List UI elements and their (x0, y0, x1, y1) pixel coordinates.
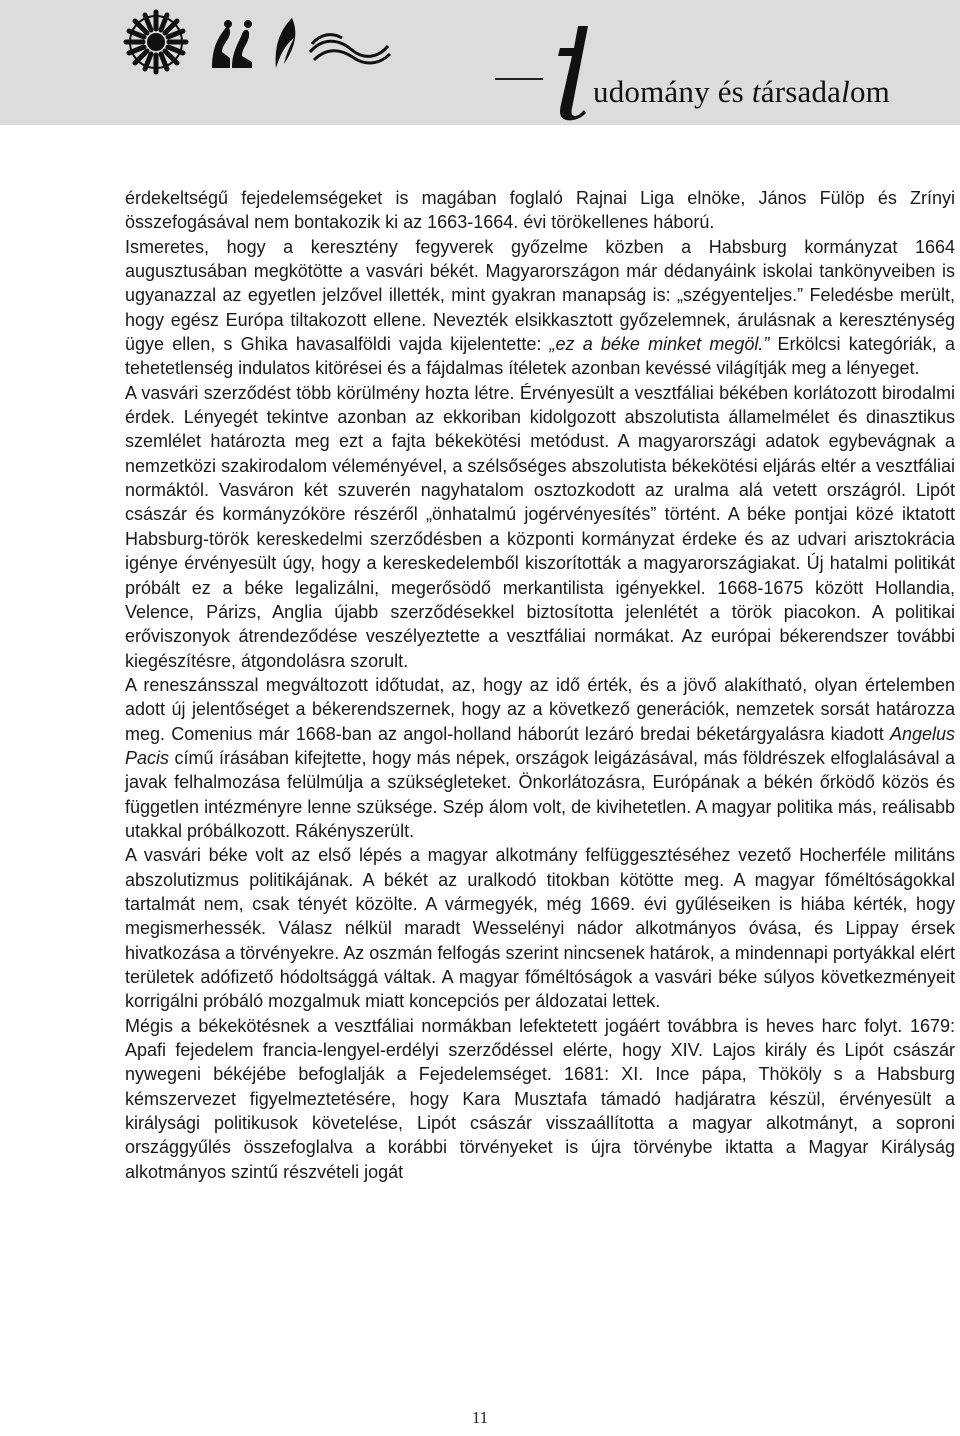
quote-italic: „ez a béke minket megöl.” (549, 334, 770, 355)
page-header (0, 0, 960, 125)
page-number: 11 (471, 1408, 489, 1427)
feather-ornament-icon (276, 18, 296, 68)
paragraph: A vasvári béke volt az első lépés a magyar alkotmány felfüggesztéséhez vezető Hocherféle militáns abszolutizmus politikájának. A békét az uralkodó titokban kötötte meg. A magyar főméltóságokkal tartalmát nem, csak tényét közölte. A vármegyék, még 1669. évi gyűléseiken is hiába kérték, hogy megismerhessék. Válasz nélkül maradt Wesselényi nádor alkotmányos óvása, és Lippay érsek hivatkozása a törvényekre. Az oszmán felfogás szerint nincsenek határok, a mindennapi portyákkal elért területek adófizető hódoltsággá váltak. A magyar főméltóságok a vasvári béke súlyos következményeit korrigálni próbáló mozgalmuk miatt koncepciós per áldozatai lettek. (125, 845, 955, 1012)
sun-ornament-icon (126, 12, 186, 72)
figures-ornament-icon (212, 20, 252, 68)
book-title-italic: Angelus Pacis (125, 723, 955, 768)
article-body (125, 186, 955, 1184)
paragraph: A reneszánsszal megváltozott időtudat, az, hogy az idő érték, és a jövő alakítható, olyan értelemben adott új jelentőséget a békerendszernek, hogy az a következő generációk, nemzetek sorsát határozza meg. Comenius már 1668-ban az angol-holland háborút lezáró bredai béketárgyalásra kiadott Angelus Pacis című írásában kifejtette, hogy más népek, országok leigázásával, más földrészek elfoglalásával a javak felhalmozása felülmúlja a szükségleteket. Önkorlátozásra, Európának a békén őrködő közös és független intézményre lenne szüksége. Szép álom volt, de kivihetetlen. A magyar politika más, reálisabb utakkal próbálkozott. Rákényszerült. (125, 674, 955, 841)
header-ornament-icons (120, 8, 400, 78)
header-rule (495, 78, 543, 80)
paragraph: Ismeretes, hogy a keresztény fegyverek győzelme közben a Habsburg kormányzat 1664 augusztusában megkötötte a vasvári békét. Magyarországon már dédanyáink iskolai tankönyveiben is ugyanazzal az egyetlen jelzővel illették, mint gyakran manapság is: „szégyenteljes.” Feledésbe merült, hogy egész Európa tiltakozott ellene. Nevezték elsikkasztott győzelemnek, árulásnak a kereszténység ügye ellen, s Ghika havasalföldi vajda kijelentette: „ez a béke minket megöl.” Erkölcsi kategóriák, a tehetetlenség indulatos kitörései és a fájdalmas ítéletek azonban kevéssé világítják meg a lényeget. (125, 236, 955, 379)
paragraph: A vasvári szerződést több körülmény hozta létre. Érvényesült a vesztfáliai békében korlátozott birodalmi érdek. Lényegét tekintve azonban az ekkoriban kidolgozott abszolutista államelmélet és dinasztikus szemlélet határozta meg ezt a fajta békekötési metódust. A magyarországi adatok egybevágnak a nemzetközi szakirodalom véleményével, a szélsőséges abszolutista békekötési eljárás eltér a vesztfáliai normáktól. Vasváron két szuverén nagyhatalom osztozkodott az uralma alá vetett országról. Lipót császár és kormányzóköre részéről „önhatalmú jogérvényesítés” történt. A béke pontjai közé iktatott Habsburg-török kereskedelmi szerződésben a központi kormányzat érdeke és az udvari arisztokrácia igénye érvényesült úgy, hogy a kereskedelemből kiszorították a magyarországiakat. Új hatalmi politikát próbált ez a béke legalizálni, megerősödő merkantilista igényekkel. 1668-1675 között Hollandia, Velence, Párizs, Anglia újabb szerződésekkel biztosította jelenlétét a török piacokon. A politikai erőviszonyok átrendeződése veszélyeztette a vesztfáliai normákat. Az európai békerendszer további kiegészítésre, átgondolásra szorult. (125, 382, 955, 671)
scroll-ornament-icon (310, 35, 390, 63)
paragraph: érdekeltségű fejedelemségeket is magában foglaló Rajnai Liga elnöke, János Fülöp és Zrínyi összefogásával nem bontakozik ki az 1663-1664. évi törökellenes háború. (125, 188, 955, 233)
paragraph: Mégis a békekötésnek a vesztfáliai normákban lefektetett jogáért továbbra is heves harc folyt. 1679: Apafi fejedelem francia-lengyel-erdélyi szerződéssel elérte, hogy XIV. Lajos király és Lipót császár nywegeni békéjébe befoglalják a Fejedelemséget. 1681: XI. Ince pápa, Thököly s a Habsburg kémszervezet figyelmeztetésére, hogy Kara Musztafa támadó hadjáratra készül, érvényesült a királysági politikusok követelése, Lipót császár visszaállította a magyar alkotmányt, a soproni országgyűlés összefoglalva a korábbi törvényeket is újra törvénybe iktatta a Magyar Királyság alkotmányos szintű részvételi jogát (125, 1015, 955, 1182)
section-title: udomány és társadalom (593, 74, 890, 109)
